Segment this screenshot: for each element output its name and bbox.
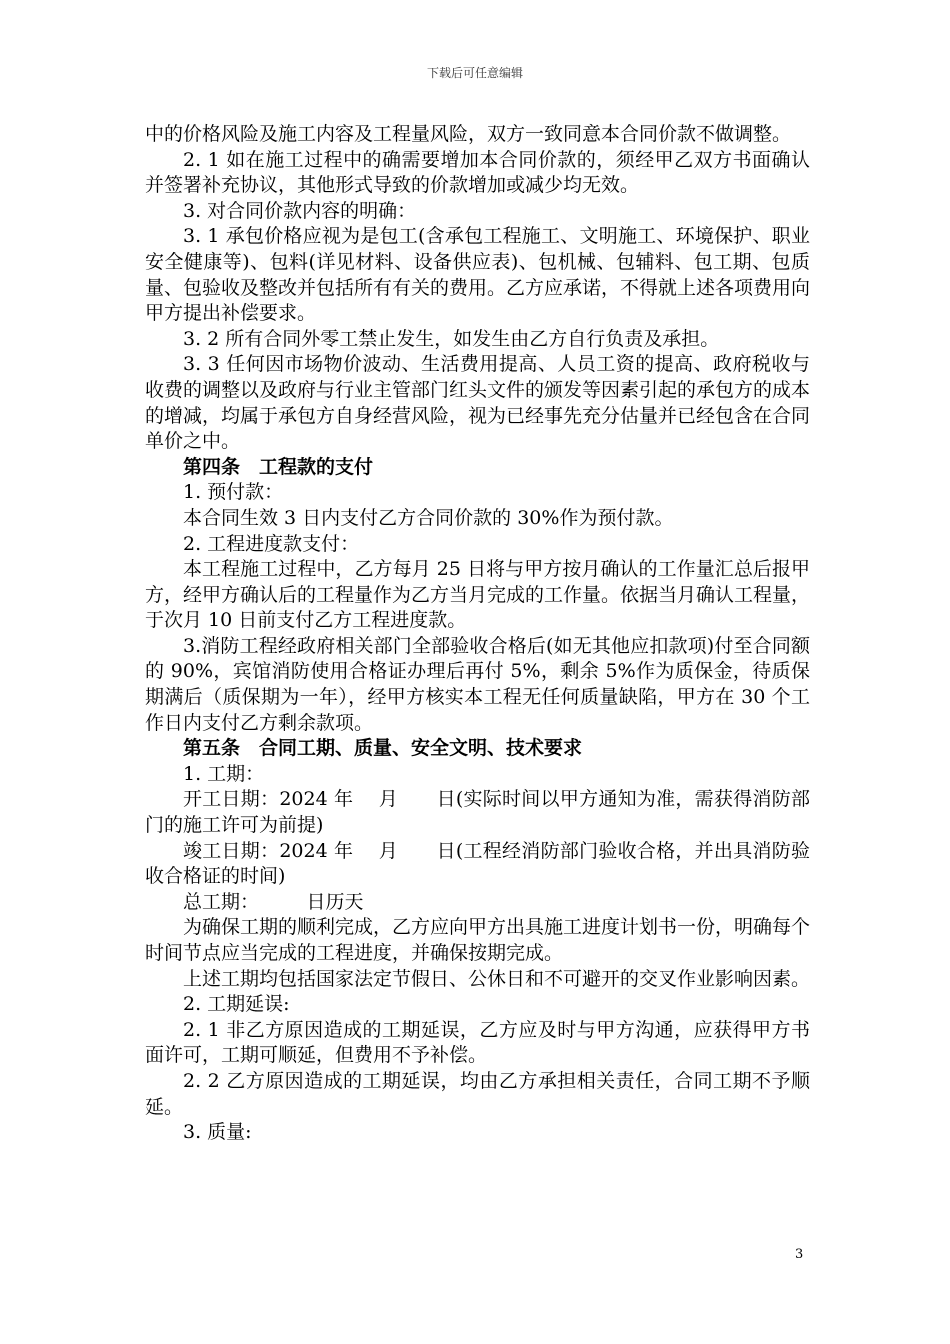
paragraph: 2. 1 如在施工过程中的确需要增加本合同价款的，须经甲乙双方书面确认并签署补充协议，其他形式导致的价款增加或减少均无效。 xyxy=(145,148,810,197)
paragraph: 3.消防工程经政府相关部门全部验收合格后(如无其他应扣款项)付至合同额的 90%，宾馆消防使用合格证办理后再付 5%，剩余 5%作为质保金，待质保期满后（质保期为一年），经甲方核实本工程无任何质量缺陷，甲方在 30 个工作日内支付乙方剩余款项。 xyxy=(145,634,810,734)
paragraph: 2. 1 非乙方原因造成的工期延误，乙方应及时与甲方沟通，应获得甲方书面许可，工期可顺延，但费用不予补偿。 xyxy=(145,1018,810,1067)
page-number: 3 xyxy=(795,1247,804,1262)
paragraph: 1. 工期： xyxy=(183,762,265,785)
paragraph: 3. 2 所有合同外零工禁止发生，如发生由乙方自行负责及承担。 xyxy=(183,327,720,350)
paragraph: 本合同生效 3 日内支付乙方合同价款的 30%作为预付款。 xyxy=(183,506,674,529)
paragraph: 开工日期：2024 年 月 日(实际时间以甲方通知为准，需获得消防部门的施工许可为前提) xyxy=(145,788,810,837)
section-heading: 第四条 工程款的支付 xyxy=(183,455,374,478)
paragraph: 3. 质量: xyxy=(183,1121,252,1144)
document-body xyxy=(145,122,810,1146)
paragraph: 1. 预付款： xyxy=(183,481,284,504)
paragraph: 上述工期均包括国家法定节假日、公休日和不可避开的交叉作业影响因素。 xyxy=(183,967,811,990)
paragraph: 3. 1 承包价格应视为是包工(含承包工程施工、文明施工、环境保护、职业安全健康等)、包料(详见材料、设备供应表)、包机械、包辅料、包工期、包质量、包验收及整改并包括所有有关的费用。乙方应承诺，不得就上述各项费用向甲方提出补偿要求。 xyxy=(145,225,811,325)
paragraph: 2. 2 乙方原因造成的工期延误，均由乙方承担相关责任，合同工期不予顺延。 xyxy=(145,1069,810,1118)
paragraph: 2. 工程进度款支付： xyxy=(183,532,360,555)
paragraph: 本工程施工过程中，乙方每月 25 日将与甲方按月确认的工作量汇总后报甲方，经甲方确认后的工程量作为乙方当月完成的工作量。依据当月确认工程量，于次月 10 日前支付乙方工程进度款。 xyxy=(145,558,811,632)
section-heading: 第五条 合同工期、质量、安全文明、技术要求 xyxy=(183,737,583,760)
paragraph: 总工期： 日历天 xyxy=(183,890,364,913)
paragraph: 中的价格风险及施工内容及工程量风险，双方一致同意本合同价款不做调整。 xyxy=(145,123,792,145)
paragraph: 3. 3 任何因市场物价波动、生活费用提高、人员工资的提高、政府税收与收费的调整以及政府与行业主管部门红头文件的颁发等因素引起的承包方的成本的增减，均属于承包方自身经营风险，视为已经事先充分估量并已经包含在合同单价之中。 xyxy=(145,353,811,453)
page-header: 下载后可任意编辑 xyxy=(426,66,523,80)
paragraph: 2. 工期延误: xyxy=(183,993,290,1016)
paragraph: 为确保工期的顺利完成，乙方应向甲方出具施工进度计划书一份，明确每个时间节点应当完成的工程进度，并确保按期完成。 xyxy=(145,916,811,964)
paragraph: 竣工日期：2024 年 月 日(工程经消防部门验收合格，并出具消防验收合格证的时间) xyxy=(145,839,810,888)
paragraph: 3. 对合同价款内容的明确： xyxy=(183,199,417,222)
